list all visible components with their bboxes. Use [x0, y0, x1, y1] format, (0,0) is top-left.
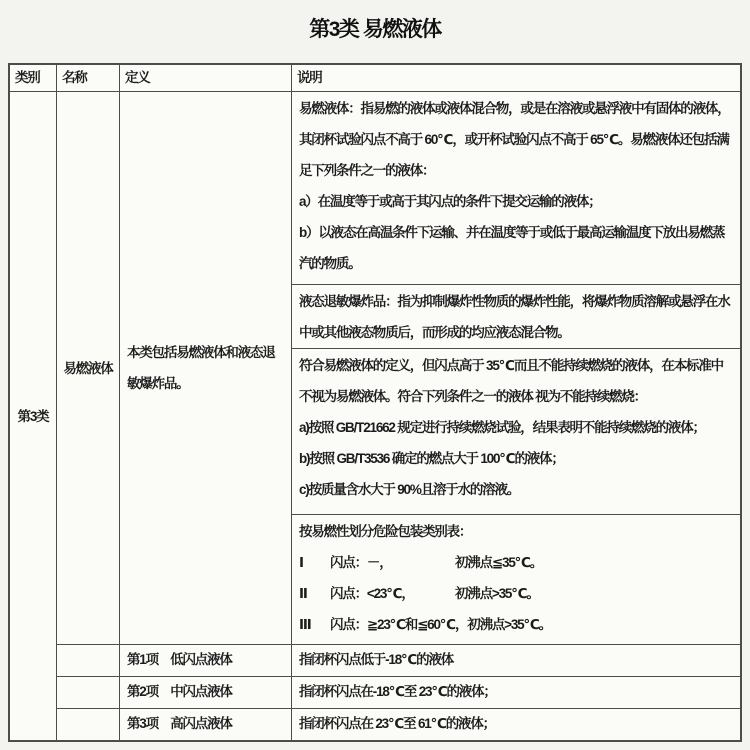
flammable-liquid-definition-text: 易燃液体：指易燃的液体或液体混合物，或是在溶液或悬浮液中有固体的液体，其闭杯试验闪点不高于 60℃，或开杯试验闪点不高于 65℃。易燃液体还包括满足下列条件之一的液体： — [299, 101, 730, 178]
item-label: 第3项 高闪点液体 — [120, 709, 292, 740]
item-description: 指闭杯闪点低于-18℃的液体 — [299, 652, 454, 667]
col-header-definition: 定义 — [120, 65, 292, 91]
page-title: 第3类 易燃液体 — [309, 18, 441, 41]
packing-row-2 — [299, 578, 733, 609]
col-header-category: 类别 — [10, 65, 57, 91]
explanation-section-flammable-liquid — [292, 92, 740, 285]
packing-boilingpoint: 初沸点>35℃。 — [455, 586, 539, 601]
item-description: 指闭杯闪点在 23℃至 61℃的液体； — [299, 716, 495, 731]
explanation-column — [292, 92, 740, 644]
item-row-2 — [57, 676, 740, 708]
criterion-a-text: a)按照 GB/T21662 规定进行持续燃烧试验，结果表明不能持续燃烧的液体； — [299, 420, 705, 435]
desensitized-explosive-text: 液态退敏爆炸品：指为抑制爆炸性物质的爆炸性能，将爆炸物质溶解或悬浮在水中或其他液态物质后，而形成的均应液态混合物。 — [299, 294, 730, 340]
packing-row-1 — [299, 547, 733, 578]
packing-table-title: 按易燃性划分危险包装类别表： — [299, 524, 472, 539]
packing-flashpoint: 闪点：≧23℃和≦60℃， — [330, 617, 468, 632]
condition-b-text: b）以液态在高温条件下运输、并在温度等于或低于最高运输温度下放出易燃蒸汽的物质。 — [299, 225, 725, 271]
item-row-1 — [57, 644, 740, 676]
item-label: 第1项 低闪点液体 — [120, 645, 292, 676]
packing-boilingpoint: 初沸点≦35℃。 — [455, 555, 543, 570]
packing-boilingpoint: 初沸点>35℃。 — [467, 617, 551, 632]
main-row — [57, 92, 740, 644]
packing-row-3 — [299, 609, 733, 640]
category-cell: 第3类 — [10, 92, 57, 740]
table-header-row — [10, 65, 740, 92]
col-header-name: 名称 — [57, 65, 120, 91]
table-body — [10, 92, 740, 740]
explanation-section-non-sustained-combustion — [292, 349, 740, 515]
explanation-section-desensitized-explosive — [292, 285, 740, 349]
name-cell-empty — [57, 677, 120, 708]
packing-flashpoint: 闪点：<23℃， — [330, 586, 414, 601]
name-cell-empty — [57, 645, 120, 676]
non-sustained-intro-text: 符合易燃液体的定义，但闪点高于 35℃而且不能持续燃烧的液体，在本标准中不视为易燃液体。符合下列条件之一的液体 视为不能持续燃烧： — [299, 358, 723, 404]
condition-a-text: a）在温度等于或高于其闪点的条件下提交运输的液体； — [299, 194, 601, 209]
criterion-b-text: b)按照 GB/T3536 确定的燃点大于 100℃的液体； — [299, 451, 564, 466]
packing-group-numeral: Ⅰ — [299, 555, 303, 570]
packing-group-numeral: Ⅲ — [299, 617, 311, 632]
name-cell: 易燃液体 — [57, 92, 120, 644]
definition-cell: 本类包括易燃液体和液态退敏爆炸品。 — [120, 92, 292, 644]
item-row-3 — [57, 708, 740, 740]
col-header-explanation: 说明 — [297, 70, 322, 85]
item-label: 第2项 中闪点液体 — [120, 677, 292, 708]
packing-group-numeral: Ⅱ — [299, 586, 307, 601]
explanation-section-packing-groups — [292, 515, 740, 644]
item-description: 指闭杯闪点在-18℃至 23℃的液体； — [299, 684, 496, 699]
criterion-c-text: c)按质量含水大于 90%且溶于水的溶液。 — [299, 482, 520, 497]
packing-flashpoint: 闪点：－， — [330, 555, 392, 570]
classification-table — [8, 63, 742, 742]
name-cell-empty — [57, 709, 120, 740]
body-right — [57, 92, 740, 740]
